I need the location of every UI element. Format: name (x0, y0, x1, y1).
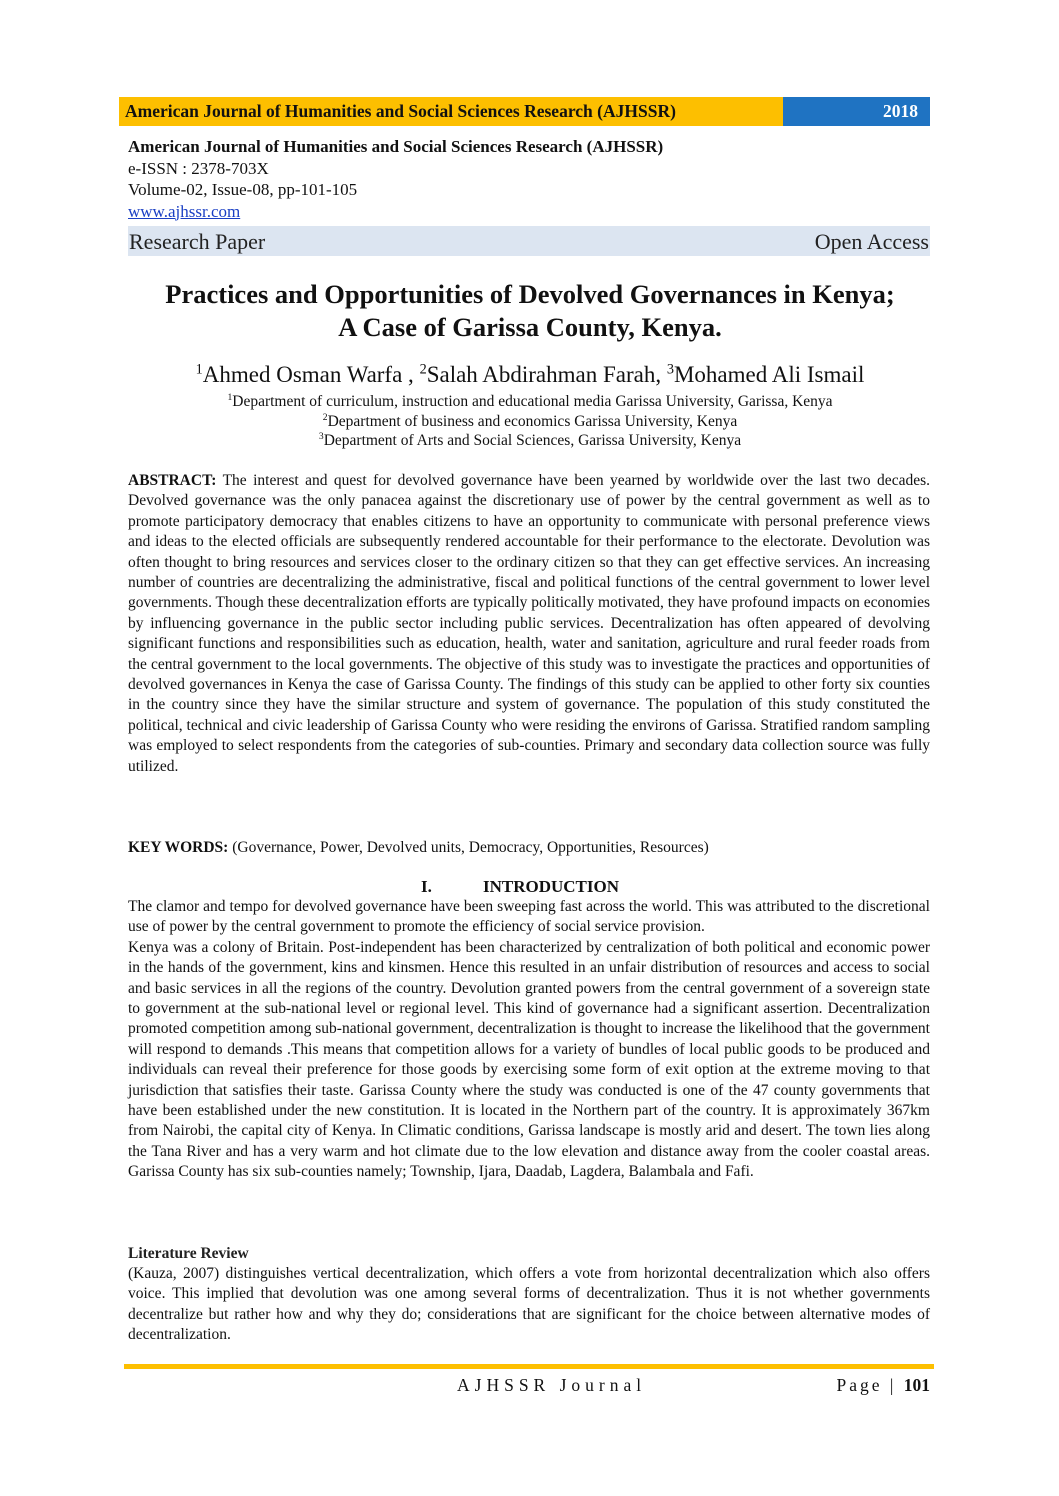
affiliation-3-marker: 3 (318, 430, 324, 442)
author-list (100, 360, 960, 390)
paper-title (100, 278, 960, 344)
section-number: I. (421, 877, 432, 896)
author-2-marker: 2 (419, 361, 427, 378)
paper-type-bar (128, 226, 930, 256)
footer-page-label: Page | (836, 1375, 897, 1395)
footer-rule (124, 1364, 934, 1369)
author-1-marker: 1 (195, 361, 203, 378)
volume-issue: Volume-02, Issue-08, pp-101-105 (128, 180, 358, 199)
affiliation-1-marker: 1 (227, 391, 233, 403)
journal-meta (128, 136, 928, 222)
affiliation-2-marker: 2 (322, 411, 328, 423)
footer-page-number: 101 (903, 1375, 930, 1395)
section-name: INTRODUCTION (483, 877, 620, 896)
journal-website-link[interactable]: www.ajhssr.com (128, 201, 241, 221)
affiliation-3-text: Department of Arts and Social Sciences, Garissa University, Kenya (323, 432, 742, 449)
title-line-2: A Case of Garissa County, Kenya. (338, 312, 722, 342)
abstract-label: ABSTRACT: (128, 472, 217, 489)
abstract-text: The interest and quest for devolved governance have been yearned by worldwide over the last two decades. Devolved governance was the only panacea against the discretionary use of power by the central government as well as to promote participatory democracy that enables citizens to have an opportunity to communicate with personal preference views and ideas to the elected officials are subsequently rendered accountable for their performance to the electorate. Devolution was often thought to bring resources and services closer to the ordinary citizen so that they can get effective services. An increasing number of countries are decentralizing the administrative, fiscal and political functions of the central government to lower level governments. Though these decentralization efforts are typically politically motivated, they have profound impacts on economies by influencing governance in the public sector including public services. Decentralization has often appeared of devolving significant functions and responsibilities such as education, health, water and sanitation, agriculture and rural feeder roads from the central government to the local governments. The objective of this study was to investigate the practices and opportunities of devolved governances in Kenya the case of Garissa County. The findings of this study can be applied to other forty six counties in the country since they have the similar structure and system of governance. The population of this study constituted the political, technical and civic leadership of Garissa County who were residing the environs of Garissa. Stratified random sampling was employed to select respondents from the categories of sub-counties. Primary and secondary data collection source was fully utilized. (128, 472, 930, 775)
affiliations (100, 392, 960, 451)
running-header-journal: American Journal of Humanities and Social Sciences Research (AJHSSR) (119, 97, 783, 126)
running-header-year: 2018 (783, 97, 930, 126)
affiliation-2-text: Department of business and economics Garissa University, Kenya (327, 412, 738, 430)
abstract (128, 471, 930, 777)
title-line-1: Practices and Opportunities of Devolved Governances in Kenya; (165, 279, 895, 309)
paper-type: Research Paper (129, 229, 266, 254)
literature-review-heading: Literature Review (128, 1245, 249, 1262)
keywords-text: (Governance, Power, Devolved units, Democracy, Opportunities, Resources) (228, 839, 709, 856)
affiliation-1-text: Department of curriculum, instruction and educational media Garissa University, Garissa, Kenya (232, 393, 833, 410)
affiliation-3 (100, 431, 960, 451)
literature-review-text: (Kauza, 2007) distinguishes vertical decentralization, which offers a vote from horizontal decentralization which also offers voice. This implied that devolution was one among several forms of decentralization. Thus it is not whether governments decentralize but rather how and why they do; considerations that are significant for the choice between alternative modes of decentralization. (128, 1265, 930, 1344)
eissn: e-ISSN : 2378-703X (128, 158, 269, 178)
intro-paragraph-1: The clamor and tempo for devolved governance have been sweeping fast across the world. This was attributed to the discretional use of power by the central government to promote the efficiency of social service provision. (128, 898, 930, 936)
affiliation-2 (100, 412, 960, 432)
author-3-marker: 3 (666, 361, 674, 378)
author-3-name: Mohamed Ali Ismail (673, 362, 865, 387)
author-1-name: Ahmed Osman Warfa , (202, 362, 420, 387)
keywords (128, 838, 930, 858)
footer-journal: AJHSSR Journal (457, 1375, 647, 1395)
affiliation-1 (100, 392, 960, 412)
author-2-name: Salah Abdirahman Farah, (426, 362, 667, 387)
journal-name: American Journal of Humanities and Social Sciences Research (AJHSSR) (128, 137, 664, 156)
intro-paragraph-2: Kenya was a colony of Britain. Post-independent has been characterized by centralization of both political and economic power in the hands of the government, kins and kinsmen. Hence this resulted in an unfair distribution of resources and access to social and basic services in all the regions of the country. Devolution granted powers from the central government of a sovereign state to government at the sub-national level or regional level. This kind of governance had a significant assertion. Decentralization promoted competition among sub-national government, decentralization is thought to increase the likelihood that the government will respond to demands .This means that competition allows for a variety of bundles of local public goods to be produced and individuals can reveal their preference for those goods by exercising some form of exit option at the extreme moving to that jurisdiction that satisfies their taste. Garissa County where the study was conducted is one of the 47 county governments that have been established under the new constitution. It is located in the Northern part of the country. It is approximately 367km from Nairobi, the capital city of Kenya. In Climatic conditions, Garissa landscape is mostly arid and desert. The town lies along the Tana River and has a very warm and hot climate due to the low elevation and distance away from the cooler coastal areas. Garissa County has six sub-counties namely; Township, Ijara, Daadab, Lagdera, Balambala and Fafi. (128, 938, 930, 1181)
access-type: Open Access (814, 229, 929, 254)
introduction-body (128, 897, 930, 1183)
running-header (119, 97, 930, 126)
footer-page (836, 1373, 930, 1397)
keywords-label: KEY WORDS: (128, 839, 229, 856)
